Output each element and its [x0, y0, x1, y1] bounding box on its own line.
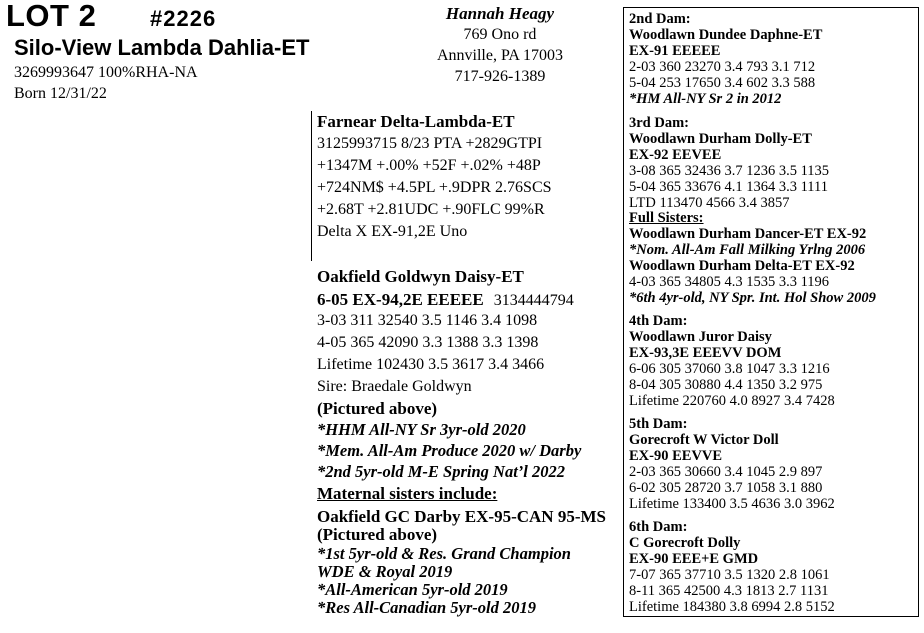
dam6-record: 7-07 365 37710 3.5 1320 2.8 1061 — [629, 567, 830, 583]
dam-score: 6-05 EX-94,2E EEEEE — [317, 290, 484, 309]
dam5-record: Lifetime 133400 3.5 4636 3.0 3962 — [629, 496, 835, 512]
dam5-name: Gorecroft W Victor Doll — [629, 432, 779, 448]
dam6-record: 8-11 365 42500 4.3 1813 2.7 1131 — [629, 583, 829, 599]
sire-divider — [311, 111, 312, 261]
sire-line: +1347M +.00% +52F +.02% +48P — [317, 157, 541, 174]
lot-title: LOT 2 — [6, 0, 97, 33]
consignor-block — [372, 3, 628, 87]
dam4-record: 6-06 305 37060 3.8 1047 3.3 1216 — [629, 361, 830, 377]
sire-line: 3125993715 8/23 PTA +2829GTPI — [317, 135, 543, 152]
dam5-record: 6-02 305 28720 3.7 1058 3.1 880 — [629, 480, 823, 496]
dam4-heading: 4th Dam: — [629, 313, 688, 329]
dam6-score: EX-90 EEE+E GMD — [629, 551, 759, 567]
dam4-name: Woodlawn Juror Daisy — [629, 329, 772, 345]
dam5-heading: 5th Dam: — [629, 416, 688, 432]
sire-line: Delta X EX-91,2E Uno — [317, 223, 468, 240]
consignor-address: 769 Ono rd — [463, 26, 537, 43]
dam6-record: Lifetime 184380 3.8 6994 2.8 5152 — [629, 599, 835, 615]
dam-pictured: (Pictured above) — [317, 399, 438, 418]
dam5-score: EX-90 EEVVE — [629, 448, 723, 464]
dam-record: Lifetime 102430 3.5 3617 3.4 3466 — [317, 356, 545, 373]
maternal-sister-honor: *All-American 5yr-old 2019 — [317, 580, 508, 599]
dam3-heading: 3rd Dam: — [629, 115, 690, 131]
consignor-phone: 717-926-1389 — [454, 68, 546, 85]
full-sister-record: 4-03 365 34805 4.3 1535 3.3 1196 — [629, 274, 830, 290]
dam-honor: *2nd 5yr-old M-E Spring Nat’l 2022 — [317, 462, 565, 481]
cow-name: Silo-View Lambda Dahlia-ET — [14, 35, 310, 60]
dam3-score: EX-92 EEVEE — [629, 147, 722, 163]
full-sisters-heading: Full Sisters: — [629, 210, 704, 226]
maternal-sisters-heading: Maternal sisters include: — [317, 484, 498, 503]
dam-score-line — [317, 290, 574, 310]
maternal-sister-pictured: (Pictured above) — [317, 525, 438, 544]
dam-honor: *Mem. All-Am Produce 2020 w/ Darby — [317, 441, 582, 460]
sire-line: +724NM$ +4.5PL +.9DPR 2.76SCS — [317, 179, 552, 196]
full-sister-note: *Nom. All-Am Fall Milking Yrlng 2006 — [629, 242, 866, 258]
consignor-name: Hannah Heagy — [445, 4, 555, 23]
dam2-heading: 2nd Dam: — [629, 11, 691, 27]
dam-honor: *HHM All-NY Sr 3yr-old 2020 — [317, 420, 526, 439]
maternal-sister-name: Oakfield GC Darby EX-95-CAN 95-MS — [317, 507, 606, 526]
dam4-record: Lifetime 220760 4.0 8927 3.4 7428 — [629, 393, 835, 409]
dam-record: 3-03 311 32540 3.5 1146 3.4 1098 — [317, 312, 538, 329]
consignor-city: Annville, PA 17003 — [436, 47, 564, 64]
dam2-score: EX-91 EEEEE — [629, 43, 721, 59]
sire-name: Farnear Delta-Lambda-ET — [317, 112, 515, 131]
dam2-record: 5-04 253 17650 3.4 602 3.3 588 — [629, 75, 816, 91]
maternal-sister-honor: WDE & Royal 2019 — [317, 562, 453, 581]
dam4-record: 8-04 305 30880 4.4 1350 3.2 975 — [629, 377, 823, 393]
dam6-heading: 6th Dam: — [629, 519, 688, 535]
full-sister-note: *6th 4yr-old, NY Spr. Int. Hol Show 2009 — [629, 290, 876, 306]
full-sister-name: Woodlawn Durham Delta-ET EX-92 — [629, 258, 855, 274]
birth-date: Born 12/31/22 — [14, 85, 107, 102]
dam3-record: 5-04 365 33676 4.1 1364 3.3 1111 — [629, 179, 828, 195]
dam3-record: LTD 113470 4566 3.4 3857 — [629, 195, 790, 211]
lot-number: #2226 — [150, 6, 217, 31]
dam2-record: 2-03 360 23270 3.4 793 3.1 712 — [629, 59, 816, 75]
dam-registration: 3134444794 — [493, 292, 574, 309]
dam-record: 4-05 365 42090 3.3 1388 3.3 1398 — [317, 334, 539, 351]
dam-sire: Sire: Braedale Goldwyn — [317, 378, 472, 395]
dam5-record: 2-03 365 30660 3.4 1045 2.9 897 — [629, 464, 823, 480]
dam3-record: 3-08 365 32436 3.7 1236 3.5 1135 — [629, 163, 830, 179]
sire-line: +2.68T +2.81UDC +.90FLC 99%R — [317, 201, 545, 218]
dam3-name: Woodlawn Durham Dolly-ET — [629, 131, 812, 147]
dam2-note: *HM All-NY Sr 2 in 2012 — [629, 91, 782, 107]
dam4-score: EX-93,3E EEEVV DOM — [629, 345, 782, 361]
full-sister-name: Woodlawn Durham Dancer-ET EX-92 — [629, 226, 867, 242]
registration-line: 3269993647 100%RHA-NA — [14, 64, 198, 81]
maternal-sister-honor: *Res All-Canadian 5yr-old 2019 — [317, 598, 536, 617]
dam2-name: Woodlawn Dundee Daphne-ET — [629, 27, 823, 43]
dam6-name: C Gorecroft Dolly — [629, 535, 741, 551]
maternal-sister-honor: *1st 5yr-old & Res. Grand Champion — [317, 544, 571, 563]
dam-name: Oakfield Goldwyn Daisy-ET — [317, 267, 524, 286]
